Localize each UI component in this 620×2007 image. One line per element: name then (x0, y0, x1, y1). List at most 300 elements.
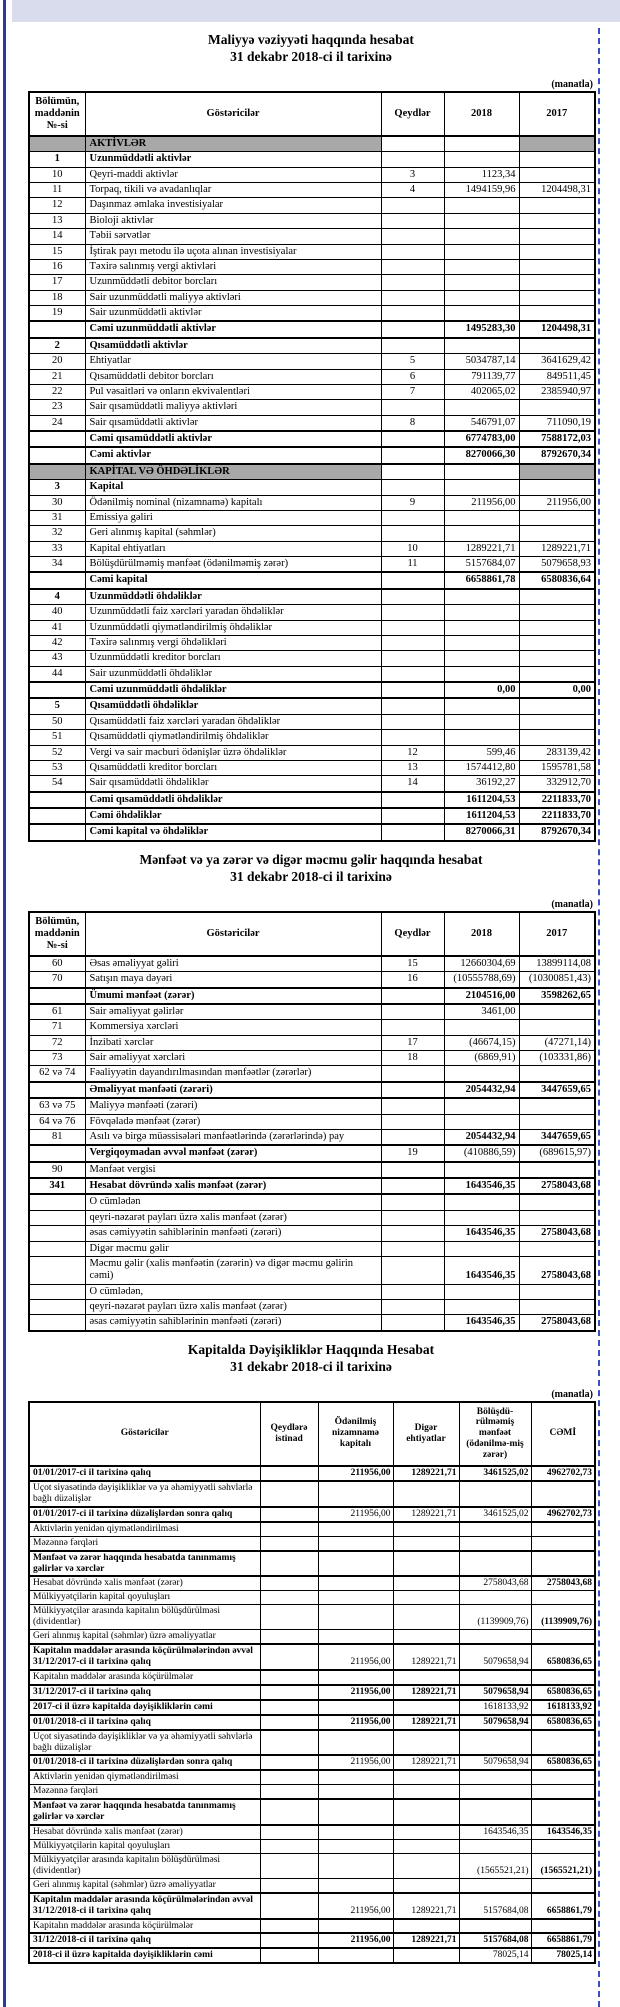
value-2017-cell: 211956,00 (519, 495, 595, 510)
label-cell: Hesabat dövründə xalis mənfəət (zərər) (85, 1178, 381, 1194)
note-ref-cell (260, 1919, 318, 1934)
retained-earnings-cell: 1618133,92 (459, 1700, 531, 1715)
value-2018-cell (444, 480, 519, 495)
value-2017-cell (519, 1004, 595, 1020)
table-row (29, 620, 595, 635)
note-cell (381, 1241, 444, 1256)
note-cell (381, 605, 444, 620)
note-cell (381, 338, 444, 354)
label-cell: Fövqəladə mənfəət (zərər) (85, 1114, 381, 1129)
value-2017-cell: 2211833,70 (519, 808, 595, 824)
row-no-cell (29, 1315, 85, 1331)
note-cell (381, 400, 444, 415)
value-2018-cell: 5157684,07 (444, 557, 519, 573)
note-cell (381, 988, 444, 1004)
value-2018-cell (444, 259, 519, 274)
label-cell: Cəmi qısamüddətli aktivlər (85, 431, 381, 447)
table-row (29, 1004, 595, 1020)
total-cell: (1139909,76) (531, 1605, 595, 1630)
note-cell: 5 (381, 354, 444, 369)
table-row (29, 1145, 595, 1161)
value-2018-cell: (410886,59) (444, 1145, 519, 1161)
row-no-cell: 21 (29, 369, 85, 384)
total-cell: 6658861,79 (531, 1933, 595, 1948)
table-row (29, 1670, 595, 1685)
note-ref-cell (260, 1644, 318, 1670)
label-cell: Cəmi öhdəliklər (85, 808, 381, 824)
value-2017-cell (519, 1300, 595, 1315)
row-no-cell (29, 792, 85, 808)
note-cell: 7 (381, 384, 444, 399)
total-cell (531, 1670, 595, 1685)
row-no-cell (29, 1082, 85, 1098)
value-2018-cell (444, 136, 519, 152)
table-row (29, 1825, 595, 1839)
table-row (29, 244, 595, 259)
value-2017-cell (519, 136, 595, 152)
paid-capital-cell (318, 1605, 393, 1630)
retained-earnings-cell: 3461525,02 (459, 1466, 531, 1481)
paid-capital-cell (318, 1700, 393, 1715)
row-no-cell: 34 (29, 557, 85, 573)
row-no-cell: 10 (29, 167, 85, 182)
note-cell (381, 213, 444, 228)
label-cell: KAPİTAL VƏ ÖHDƏLİKLƏR (85, 464, 381, 480)
value-2017-cell (519, 651, 595, 666)
column-header: Göstəricilər (85, 912, 381, 956)
other-reserves-cell (393, 1700, 459, 1715)
label-cell: Kapitalın maddələr arasında köçürülmələr (29, 1919, 260, 1934)
label-cell: Sair uzunmüddətli maliyyə aktivləri (85, 290, 381, 305)
note-ref-cell (260, 1466, 318, 1481)
table-row (29, 1730, 595, 1756)
other-reserves-cell: 1289221,71 (393, 1933, 459, 1948)
value-2017-cell: 1289221,71 (519, 541, 595, 556)
value-2018-cell (444, 698, 519, 714)
value-2017-cell (519, 1162, 595, 1178)
table-row (29, 1194, 595, 1210)
table-row (29, 400, 595, 415)
paid-capital-cell (318, 1522, 393, 1536)
label-cell: 2017-ci il üzrə kapitalda dəyişikliklərin cəmi (29, 1700, 260, 1715)
other-reserves-cell (393, 1853, 459, 1878)
table-row (29, 1241, 595, 1256)
label-cell: Satışın maya dəyəri (85, 972, 381, 988)
other-reserves-cell (393, 1785, 459, 1799)
value-2018-cell: (10555788,69) (444, 972, 519, 988)
retained-earnings-cell: 5157684,08 (459, 1933, 531, 1948)
label-cell: Uzunmüddətli öhdəliklər (85, 589, 381, 605)
table-row (29, 776, 595, 792)
row-no-cell (29, 572, 85, 588)
note-cell (381, 1114, 444, 1129)
table-row (29, 480, 595, 495)
label-cell: Qısamüddətli qiymətləndirilmiş öhdəliklər (85, 730, 381, 745)
retained-earnings-cell: 2758043,68 (459, 1576, 531, 1590)
value-2018-cell (444, 400, 519, 415)
note-ref-cell (260, 1755, 318, 1770)
value-2017-cell (519, 589, 595, 605)
table-row (29, 1098, 595, 1114)
label-cell: İştirak payı metodu ilə uçota alınan investisiyalar (85, 244, 381, 259)
note-ref-cell (260, 1785, 318, 1799)
other-reserves-cell (393, 1799, 459, 1825)
retained-earnings-cell (459, 1770, 531, 1784)
value-2017-cell (519, 213, 595, 228)
label-cell: Cəmi uzunmüddətli aktivlər (85, 321, 381, 337)
retained-earnings-cell (459, 1630, 531, 1644)
value-2018-cell (444, 213, 519, 228)
column-header: 2017 (519, 912, 595, 956)
table-row (29, 541, 595, 556)
note-ref-cell (260, 1591, 318, 1605)
paid-capital-cell (318, 1825, 393, 1839)
table-row (29, 714, 595, 729)
value-2018-cell: 402065,02 (444, 384, 519, 399)
label-cell: Vergi və sair məcburi ödənişlər üzrə öhdəliklər (85, 745, 381, 760)
total-cell: 6580836,65 (531, 1644, 595, 1670)
table-row (29, 1933, 595, 1948)
value-2018-cell: 8270066,30 (444, 447, 519, 463)
row-no-cell (29, 808, 85, 824)
label-cell: 31/12/2017-ci il tarixinə qalıq (29, 1685, 260, 1700)
total-cell (531, 1785, 595, 1799)
value-2018-cell: 546791,07 (444, 415, 519, 431)
row-no-cell (29, 1241, 85, 1256)
note-cell: 15 (381, 956, 444, 972)
retained-earnings-cell: 5079658,94 (459, 1715, 531, 1730)
value-2017-cell (519, 1066, 595, 1082)
row-no-cell: 42 (29, 635, 85, 650)
other-reserves-cell: 1289221,71 (393, 1507, 459, 1522)
retained-earnings-cell: 5079658,94 (459, 1644, 531, 1670)
value-2017-cell (519, 229, 595, 244)
value-2017-cell: 2758043,68 (519, 1178, 595, 1194)
label-cell: Sair əməliyyat gəlirlər (85, 1004, 381, 1020)
row-no-cell: 40 (29, 605, 85, 620)
note-ref-cell (260, 1878, 318, 1892)
value-2018-cell: 1643546,35 (444, 1256, 519, 1284)
note-cell (381, 714, 444, 729)
row-no-cell: 53 (29, 760, 85, 775)
value-2018-cell (444, 1162, 519, 1178)
note-cell (381, 1004, 444, 1020)
paid-capital-cell: 211956,00 (318, 1715, 393, 1730)
table-row (29, 1630, 595, 1644)
other-reserves-cell (393, 1670, 459, 1685)
note-ref-cell (260, 1825, 318, 1839)
total-cell: 6580836,65 (531, 1685, 595, 1700)
paid-capital-cell: 211956,00 (318, 1755, 393, 1770)
label-cell: Mülkiyyətçilərin kapital qoyuluşları (29, 1591, 260, 1605)
table-row (29, 682, 595, 698)
row-no-cell: 24 (29, 415, 85, 431)
paid-capital-cell: 211956,00 (318, 1466, 393, 1481)
table-row (29, 1893, 595, 1919)
value-2018-cell (444, 635, 519, 650)
row-no-cell: 41 (29, 620, 85, 635)
other-reserves-cell: 1289221,71 (393, 1685, 459, 1700)
label-cell: Mənfəət vergisi (85, 1162, 381, 1178)
table-row (29, 1507, 595, 1522)
statement-title-line2: 31 dekabr 2018-ci il tarixinə (230, 868, 392, 884)
note-cell (381, 682, 444, 698)
table-row (29, 290, 595, 305)
table-row (29, 1605, 595, 1630)
retained-earnings-cell: 5079658,94 (459, 1685, 531, 1700)
column-header: 2018 (444, 92, 519, 136)
top-band (12, 0, 620, 22)
total-cell (531, 1840, 595, 1854)
retained-earnings-cell (459, 1591, 531, 1605)
table-row (29, 1066, 595, 1082)
changes-in-equity-table (28, 1401, 596, 1965)
value-2018-cell: 8270066,31 (444, 824, 519, 840)
note-cell: 14 (381, 776, 444, 792)
note-cell (381, 1256, 444, 1284)
value-2017-cell: 2211833,70 (519, 792, 595, 808)
paid-capital-cell (318, 1730, 393, 1756)
label-cell: Pul vəsaitləri və onların ekvivalentləri (85, 384, 381, 399)
label-cell: Bioloji aktivlər (85, 213, 381, 228)
table-row (29, 1755, 595, 1770)
note-cell (381, 651, 444, 666)
note-ref-cell (260, 1893, 318, 1919)
paid-capital-cell (318, 1770, 393, 1784)
row-no-cell: 17 (29, 275, 85, 290)
value-2017-cell: 3447659,65 (519, 1082, 595, 1098)
value-2017-cell: 8792670,34 (519, 447, 595, 463)
table-row (29, 1284, 595, 1299)
table-header-row (29, 912, 595, 956)
value-2018-cell: 1289221,71 (444, 541, 519, 556)
note-cell (381, 447, 444, 463)
row-no-cell (29, 1194, 85, 1210)
total-cell: 1643546,35 (531, 1825, 595, 1839)
value-2018-cell (444, 338, 519, 354)
note-cell (381, 589, 444, 605)
value-2017-cell: (103331,86) (519, 1051, 595, 1066)
paid-capital-cell (318, 1481, 393, 1507)
table-row (29, 1853, 595, 1878)
value-2017-cell (519, 620, 595, 635)
label-cell: O cümlədən, (85, 1284, 381, 1299)
value-2017-cell (519, 635, 595, 650)
value-2018-cell: 1123,34 (444, 167, 519, 182)
total-cell: 6580836,65 (531, 1755, 595, 1770)
row-no-cell: 5 (29, 698, 85, 714)
other-reserves-cell (393, 1825, 459, 1839)
financial-position-table (28, 91, 596, 842)
row-no-cell: 13 (29, 213, 85, 228)
note-cell (381, 1098, 444, 1114)
retained-earnings-cell: 3461525,02 (459, 1507, 531, 1522)
value-2018-cell: (46674,15) (444, 1035, 519, 1050)
table-row (29, 635, 595, 650)
row-no-cell (29, 1284, 85, 1299)
retained-earnings-cell (459, 1522, 531, 1536)
value-2018-cell (444, 730, 519, 745)
other-reserves-cell (393, 1919, 459, 1934)
label-cell: Emissiya gəliri (85, 510, 381, 525)
row-no-cell: 33 (29, 541, 85, 556)
value-2017-cell: 7588172,03 (519, 431, 595, 447)
label-cell: Ümumi mənfəət (zərər) (85, 988, 381, 1004)
label-cell: Sair qısamüddətli öhdəliklər (85, 776, 381, 792)
note-ref-cell (260, 1770, 318, 1784)
label-cell: Kapitalın maddələr arasında köçürülmələrindən əvvəl 31/12/2017-ci il tarixinə qalıq (29, 1644, 260, 1670)
retained-earnings-cell (459, 1878, 531, 1892)
note-cell: 12 (381, 745, 444, 760)
page-break-dashed-line (598, 28, 600, 2007)
other-reserves-cell (393, 1481, 459, 1507)
other-reserves-cell (393, 1878, 459, 1892)
value-2018-cell (444, 589, 519, 605)
retained-earnings-cell: 5079658,94 (459, 1755, 531, 1770)
row-no-cell (29, 988, 85, 1004)
note-cell: 18 (381, 1051, 444, 1066)
note-ref-cell (260, 1507, 318, 1522)
total-cell (531, 1919, 595, 1934)
value-2017-cell: (10300851,43) (519, 972, 595, 988)
table-row (29, 167, 595, 182)
table-row (29, 1685, 595, 1700)
note-cell (381, 1162, 444, 1178)
note-ref-cell (260, 1536, 318, 1550)
label-cell: Mənfəət və zərər haqqında hesabatda tanınmamış gəlirlər və xərclər (29, 1799, 260, 1825)
note-ref-cell (260, 1715, 318, 1730)
row-no-cell (29, 136, 85, 152)
value-2018-cell: (6869,91) (444, 1051, 519, 1066)
total-cell: 6580836,65 (531, 1715, 595, 1730)
table-header-row (29, 92, 595, 136)
label-cell: Sair uzunmüddətli aktivlər (85, 306, 381, 322)
column-header: Bölümün, maddənin №-si (29, 912, 85, 956)
paid-capital-cell: 211956,00 (318, 1893, 393, 1919)
value-2018-cell: 1574412,80 (444, 760, 519, 775)
retained-earnings-cell (459, 1799, 531, 1825)
retained-earnings-cell (459, 1840, 531, 1854)
table-row (29, 1536, 595, 1550)
table-row (29, 1770, 595, 1784)
row-no-cell: 54 (29, 776, 85, 792)
note-ref-cell (260, 1481, 318, 1507)
note-cell (381, 1284, 444, 1299)
note-ref-cell (260, 1551, 318, 1577)
note-cell (381, 464, 444, 480)
label-cell: Mülkiyyətçilər arasında kapitalın bölüşdürülməsi (dividentlər) (29, 1853, 260, 1878)
row-no-cell: 70 (29, 972, 85, 988)
statement-title-line1: Maliyyə vəziyyəti haqqında hesabat (208, 32, 414, 47)
label-cell: 01/01/2018-ci il tarixinə qalıq (29, 1715, 260, 1730)
retained-earnings-cell (459, 1670, 531, 1685)
table-row (29, 183, 595, 198)
table-row (29, 369, 595, 384)
label-cell: Hesabat dövründə xalis mənfəət (zərər) (29, 1825, 260, 1839)
value-2018-cell: 1643546,35 (444, 1178, 519, 1194)
total-cell: 4962702,73 (531, 1507, 595, 1522)
table-row (29, 1129, 595, 1145)
label-cell: Əsas əməliyyat gəliri (85, 956, 381, 972)
statement-title-line2: 31 dekabr 2018-ci il tarixinə (230, 48, 392, 64)
label-cell: Cəmi uzunmüddətli öhdəliklər (85, 682, 381, 698)
label-cell: Qısamüddətli debitor borcları (85, 369, 381, 384)
table-row (29, 698, 595, 714)
note-cell (381, 1066, 444, 1082)
currency-unit-note: (manatla) (551, 898, 593, 910)
label-cell: 31/12/2018-ci il tarixinə qalıq (29, 1933, 260, 1948)
note-ref-cell (260, 1799, 318, 1825)
paid-capital-cell (318, 1799, 393, 1825)
label-cell: Cəmi kapital və öhdəliklər (85, 824, 381, 840)
table-row (29, 152, 595, 167)
value-2017-cell: 332912,70 (519, 776, 595, 792)
label-cell: Digər məcmu gəlir (85, 1241, 381, 1256)
other-reserves-cell (393, 1591, 459, 1605)
table-row (29, 1948, 595, 1963)
label-cell: Uçot siyasətində dəyişikliklər və ya əhəmiyyətli səhvlərlə bağlı düzəlişlər (29, 1730, 260, 1756)
label-cell: Təbii sərvətlər (85, 229, 381, 244)
label-cell: Mülkiyyətçilərin kapital qoyuluşları (29, 1840, 260, 1854)
paid-capital-cell: 211956,00 (318, 1507, 393, 1522)
statement-title-line2: 31 dekabr 2018-ci il tarixinə (230, 1358, 392, 1374)
value-2018-cell: 211956,00 (444, 495, 519, 510)
value-2018-cell (444, 1241, 519, 1256)
note-ref-cell (260, 1576, 318, 1590)
other-reserves-cell (393, 1730, 459, 1756)
row-no-cell: 50 (29, 714, 85, 729)
row-no-cell: 62 və 74 (29, 1066, 85, 1082)
label-cell: Asılı və birgə müəssisələri mənfəətlərində (zərərlərində) pay (85, 1129, 381, 1145)
label-cell: 01/01/2017-ci il tarixinə qalıq (29, 1466, 260, 1481)
retained-earnings-cell (459, 1919, 531, 1934)
table-row (29, 1481, 595, 1507)
retained-earnings-cell: 1643546,35 (459, 1825, 531, 1839)
label-cell: Uzunmüddətli kreditor borcları (85, 651, 381, 666)
total-cell (531, 1730, 595, 1756)
table-row (29, 572, 595, 588)
total-cell: 1618133,92 (531, 1700, 595, 1715)
value-2017-cell (519, 605, 595, 620)
label-cell: Geri alınmış kapital (səhmlər) (85, 526, 381, 541)
paid-capital-cell (318, 1948, 393, 1963)
label-cell: 01/01/2018-ci il tarixinə düzəlişlərdən sonra qalıq (29, 1755, 260, 1770)
value-2018-cell (444, 152, 519, 167)
other-reserves-cell (393, 1536, 459, 1550)
value-2017-cell (519, 510, 595, 525)
table-row (29, 1300, 595, 1315)
table-row (29, 447, 595, 463)
note-cell: 9 (381, 495, 444, 510)
value-2018-cell (444, 1300, 519, 1315)
value-2018-cell (444, 666, 519, 682)
label-cell: AKTİVLƏR (85, 136, 381, 152)
note-cell: 11 (381, 557, 444, 573)
note-cell (381, 229, 444, 244)
table-row (29, 1466, 595, 1481)
label-cell: əsas cəmiyyətin sahiblərinin mənfəəti (zərəri) (85, 1315, 381, 1331)
value-2017-cell: 3447659,65 (519, 1129, 595, 1145)
retained-earnings-cell: (1139909,76) (459, 1605, 531, 1630)
value-2018-cell (444, 1194, 519, 1210)
note-ref-cell (260, 1522, 318, 1536)
note-cell (381, 259, 444, 274)
value-2018-cell: 1611204,53 (444, 792, 519, 808)
value-2017-cell: 1204498,31 (519, 183, 595, 198)
label-cell: Kapitalın maddələr arasında köçürülmələrindən əvvəl 31/12/2018-ci il tarixinə qalıq (29, 1893, 260, 1919)
value-2018-cell (444, 306, 519, 322)
total-cell: 78025,14 (531, 1948, 595, 1963)
